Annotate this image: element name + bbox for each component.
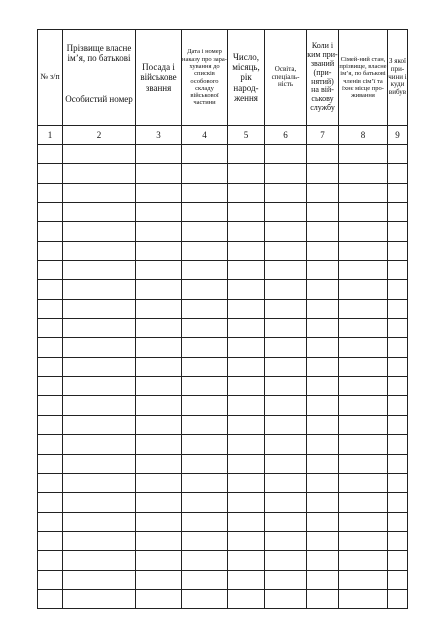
table-cell (339, 357, 388, 376)
table-cell (63, 531, 136, 550)
personnel-register-table (37, 29, 408, 609)
table-row (38, 299, 408, 318)
table-cell (339, 203, 388, 222)
table-cell (63, 203, 136, 222)
table-cell (388, 377, 408, 396)
table-cell (38, 493, 63, 512)
column-number: 1 (38, 126, 63, 145)
table-row (38, 435, 408, 454)
table-cell (388, 512, 408, 531)
table-cell (228, 222, 265, 241)
table-cell (136, 512, 182, 531)
table-cell (182, 531, 228, 550)
header-conscription: Коли і ким при-званий (при-нятий) на вій-ськову службу (307, 30, 339, 126)
table-cell (339, 319, 388, 338)
table-cell (339, 261, 388, 280)
table-cell (182, 396, 228, 415)
table-cell (388, 551, 408, 570)
table-cell (38, 241, 63, 260)
table-cell (265, 512, 307, 531)
table-row (38, 319, 408, 338)
table-cell (307, 280, 339, 299)
table-cell (265, 396, 307, 415)
table-cell (307, 222, 339, 241)
table-row (38, 164, 408, 183)
table-row (38, 415, 408, 434)
column-number: 7 (307, 126, 339, 145)
table-cell (228, 241, 265, 260)
table-cell (63, 589, 136, 608)
table-cell (228, 261, 265, 280)
table-cell (182, 261, 228, 280)
table-row (38, 261, 408, 280)
table-cell (388, 396, 408, 415)
table-cell (265, 280, 307, 299)
table-cell (63, 396, 136, 415)
table-row (38, 531, 408, 550)
register-body (38, 145, 408, 609)
table-cell (339, 183, 388, 202)
table-cell (38, 415, 63, 434)
table-cell (339, 435, 388, 454)
table-cell (228, 183, 265, 202)
table-cell (339, 222, 388, 241)
table-row (38, 589, 408, 608)
table-cell (182, 299, 228, 318)
table-cell (63, 338, 136, 357)
table-cell (339, 415, 388, 434)
table-cell (182, 319, 228, 338)
table-cell (228, 319, 265, 338)
table-cell (136, 435, 182, 454)
table-cell (265, 454, 307, 473)
table-cell (339, 164, 388, 183)
table-cell (307, 203, 339, 222)
table-row (38, 203, 408, 222)
column-number: 4 (182, 126, 228, 145)
header-enrollment-order: Дата і номер наказу про зара-хування до списків особового складу військової частини (182, 30, 228, 126)
table-cell (228, 415, 265, 434)
table-cell (182, 222, 228, 241)
table-cell (265, 145, 307, 164)
table-cell (388, 338, 408, 357)
table-cell (228, 435, 265, 454)
table-cell (182, 145, 228, 164)
table-cell (38, 183, 63, 202)
table-cell (182, 164, 228, 183)
table-cell (388, 570, 408, 589)
table-cell (388, 145, 408, 164)
table-cell (63, 299, 136, 318)
table-cell (228, 589, 265, 608)
table-cell (339, 241, 388, 260)
header-family-status: Сімей-ний стан, прізвище, власне ім’я, по батькові членів сім’ї та їхнє місце про-живання (339, 30, 388, 126)
table-cell (136, 145, 182, 164)
header-row (38, 30, 408, 126)
table-cell (136, 261, 182, 280)
table-cell (339, 454, 388, 473)
table-cell (307, 164, 339, 183)
table-cell (182, 512, 228, 531)
table-cell (265, 261, 307, 280)
table-cell (307, 338, 339, 357)
table-cell (388, 531, 408, 550)
table-cell (136, 551, 182, 570)
column-number: 2 (63, 126, 136, 145)
table-cell (136, 183, 182, 202)
table-row (38, 222, 408, 241)
table-cell (388, 299, 408, 318)
table-cell (228, 280, 265, 299)
table-cell (228, 570, 265, 589)
table-cell (265, 377, 307, 396)
table-cell (136, 299, 182, 318)
table-cell (307, 493, 339, 512)
table-cell (38, 357, 63, 376)
column-number: 9 (388, 126, 408, 145)
table-cell (63, 512, 136, 531)
table-cell (388, 222, 408, 241)
table-cell (182, 357, 228, 376)
header-full-name (63, 30, 136, 126)
table-cell (63, 164, 136, 183)
table-cell (265, 338, 307, 357)
table-cell (136, 415, 182, 434)
table-cell (228, 164, 265, 183)
table-cell (182, 493, 228, 512)
table-cell (182, 183, 228, 202)
table-cell (388, 415, 408, 434)
table-cell (136, 493, 182, 512)
table-cell (38, 203, 63, 222)
table-cell (228, 203, 265, 222)
table-cell (339, 338, 388, 357)
table-cell (182, 280, 228, 299)
header-birth-date: Число, місяць, рік народ-ження (228, 30, 265, 126)
table-row (38, 473, 408, 492)
table-cell (136, 531, 182, 550)
table-cell (63, 377, 136, 396)
table-row (38, 183, 408, 202)
table-cell (63, 435, 136, 454)
table-cell (38, 531, 63, 550)
table-cell (307, 145, 339, 164)
column-number-row (38, 126, 408, 145)
table-cell (307, 241, 339, 260)
table-cell (388, 473, 408, 492)
table-cell (182, 415, 228, 434)
header-position-rank: Посада і військове звання (136, 30, 182, 126)
table-row (38, 396, 408, 415)
table-cell (339, 377, 388, 396)
table-cell (228, 299, 265, 318)
table-cell (63, 319, 136, 338)
table-cell (307, 377, 339, 396)
table-cell (63, 145, 136, 164)
column-number: 8 (339, 126, 388, 145)
column-number: 5 (228, 126, 265, 145)
table-cell (307, 531, 339, 550)
table-row (38, 280, 408, 299)
table-cell (307, 551, 339, 570)
column-number: 6 (265, 126, 307, 145)
table-cell (228, 531, 265, 550)
table-cell (38, 338, 63, 357)
header-education: Освіта, спеціаль-ність (265, 30, 307, 126)
table-cell (265, 493, 307, 512)
table-cell (265, 164, 307, 183)
table-cell (182, 551, 228, 570)
table-cell (265, 183, 307, 202)
table-cell (307, 473, 339, 492)
table-cell (63, 222, 136, 241)
table-cell (38, 435, 63, 454)
table-cell (265, 589, 307, 608)
table-cell (228, 493, 265, 512)
table-cell (388, 261, 408, 280)
table-cell (265, 570, 307, 589)
table-cell (307, 589, 339, 608)
table-cell (38, 473, 63, 492)
table-cell (388, 493, 408, 512)
table-cell (228, 454, 265, 473)
table-cell (63, 357, 136, 376)
table-cell (339, 299, 388, 318)
table-cell (182, 473, 228, 492)
table-cell (265, 299, 307, 318)
table-cell (388, 435, 408, 454)
table-row (38, 551, 408, 570)
table-cell (38, 319, 63, 338)
table-cell (265, 222, 307, 241)
header-full-name-label: Прізвище власне ім’я, по батькові (66, 43, 132, 64)
table-cell (265, 203, 307, 222)
table-cell (307, 435, 339, 454)
table-cell (307, 454, 339, 473)
table-cell (307, 319, 339, 338)
table-row (38, 454, 408, 473)
table-cell (63, 473, 136, 492)
table-cell (38, 551, 63, 570)
table-cell (265, 357, 307, 376)
table-row (38, 570, 408, 589)
table-cell (63, 454, 136, 473)
table-cell (38, 145, 63, 164)
table-cell (339, 512, 388, 531)
table-cell (339, 280, 388, 299)
header-personal-number-label: Особистий номер (65, 94, 133, 104)
table-cell (136, 280, 182, 299)
table-cell (182, 454, 228, 473)
table-cell (38, 589, 63, 608)
table-cell (265, 551, 307, 570)
table-cell (63, 570, 136, 589)
table-cell (38, 454, 63, 473)
table-cell (388, 164, 408, 183)
table-cell (388, 454, 408, 473)
table-cell (307, 415, 339, 434)
table-cell (182, 589, 228, 608)
table-cell (228, 551, 265, 570)
table-cell (307, 570, 339, 589)
table-cell (228, 338, 265, 357)
table-cell (388, 589, 408, 608)
table-cell (182, 241, 228, 260)
table-cell (265, 319, 307, 338)
table-row (38, 512, 408, 531)
table-cell (136, 570, 182, 589)
table-cell (339, 589, 388, 608)
table-cell (136, 396, 182, 415)
table-row (38, 145, 408, 164)
table-row (38, 357, 408, 376)
table-cell (182, 435, 228, 454)
table-cell (136, 454, 182, 473)
table-row (38, 241, 408, 260)
header-departure-reason: З якої при-чини і куди вибув (388, 30, 408, 126)
table-cell (63, 415, 136, 434)
table-cell (63, 493, 136, 512)
table-row (38, 377, 408, 396)
table-cell (265, 531, 307, 550)
table-cell (182, 203, 228, 222)
table-cell (38, 280, 63, 299)
table-cell (307, 299, 339, 318)
table-cell (228, 145, 265, 164)
header-serial-number: № з/п (38, 30, 63, 126)
table-cell (265, 435, 307, 454)
table-cell (339, 531, 388, 550)
table-cell (63, 261, 136, 280)
table-cell (136, 319, 182, 338)
table-cell (388, 203, 408, 222)
table-cell (38, 396, 63, 415)
column-number: 3 (136, 126, 182, 145)
table-cell (228, 396, 265, 415)
table-cell (63, 280, 136, 299)
table-cell (228, 473, 265, 492)
table-cell (228, 512, 265, 531)
table-cell (388, 319, 408, 338)
table-cell (38, 299, 63, 318)
table-cell (63, 241, 136, 260)
table-cell (38, 377, 63, 396)
table-cell (38, 164, 63, 183)
table-cell (38, 222, 63, 241)
table-cell (388, 357, 408, 376)
table-cell (388, 183, 408, 202)
table-cell (339, 570, 388, 589)
table-cell (388, 280, 408, 299)
table-cell (339, 145, 388, 164)
table-cell (182, 338, 228, 357)
table-cell (339, 473, 388, 492)
table-cell (307, 183, 339, 202)
table-cell (136, 222, 182, 241)
table-cell (228, 357, 265, 376)
table-cell (182, 570, 228, 589)
table-cell (182, 377, 228, 396)
table-cell (339, 551, 388, 570)
table-cell (265, 415, 307, 434)
table-cell (136, 589, 182, 608)
table-cell (307, 357, 339, 376)
table-cell (136, 338, 182, 357)
table-cell (307, 261, 339, 280)
table-cell (136, 203, 182, 222)
table-cell (388, 241, 408, 260)
table-cell (38, 570, 63, 589)
table-cell (136, 377, 182, 396)
table-cell (265, 241, 307, 260)
table-cell (339, 493, 388, 512)
table-cell (63, 551, 136, 570)
table-cell (136, 241, 182, 260)
table-cell (38, 512, 63, 531)
table-cell (38, 261, 63, 280)
table-cell (63, 183, 136, 202)
table-cell (307, 512, 339, 531)
table-cell (339, 396, 388, 415)
table-cell (136, 357, 182, 376)
table-cell (136, 164, 182, 183)
table-cell (136, 473, 182, 492)
table-cell (307, 396, 339, 415)
table-row (38, 338, 408, 357)
table-cell (228, 377, 265, 396)
table-cell (265, 473, 307, 492)
table-row (38, 493, 408, 512)
